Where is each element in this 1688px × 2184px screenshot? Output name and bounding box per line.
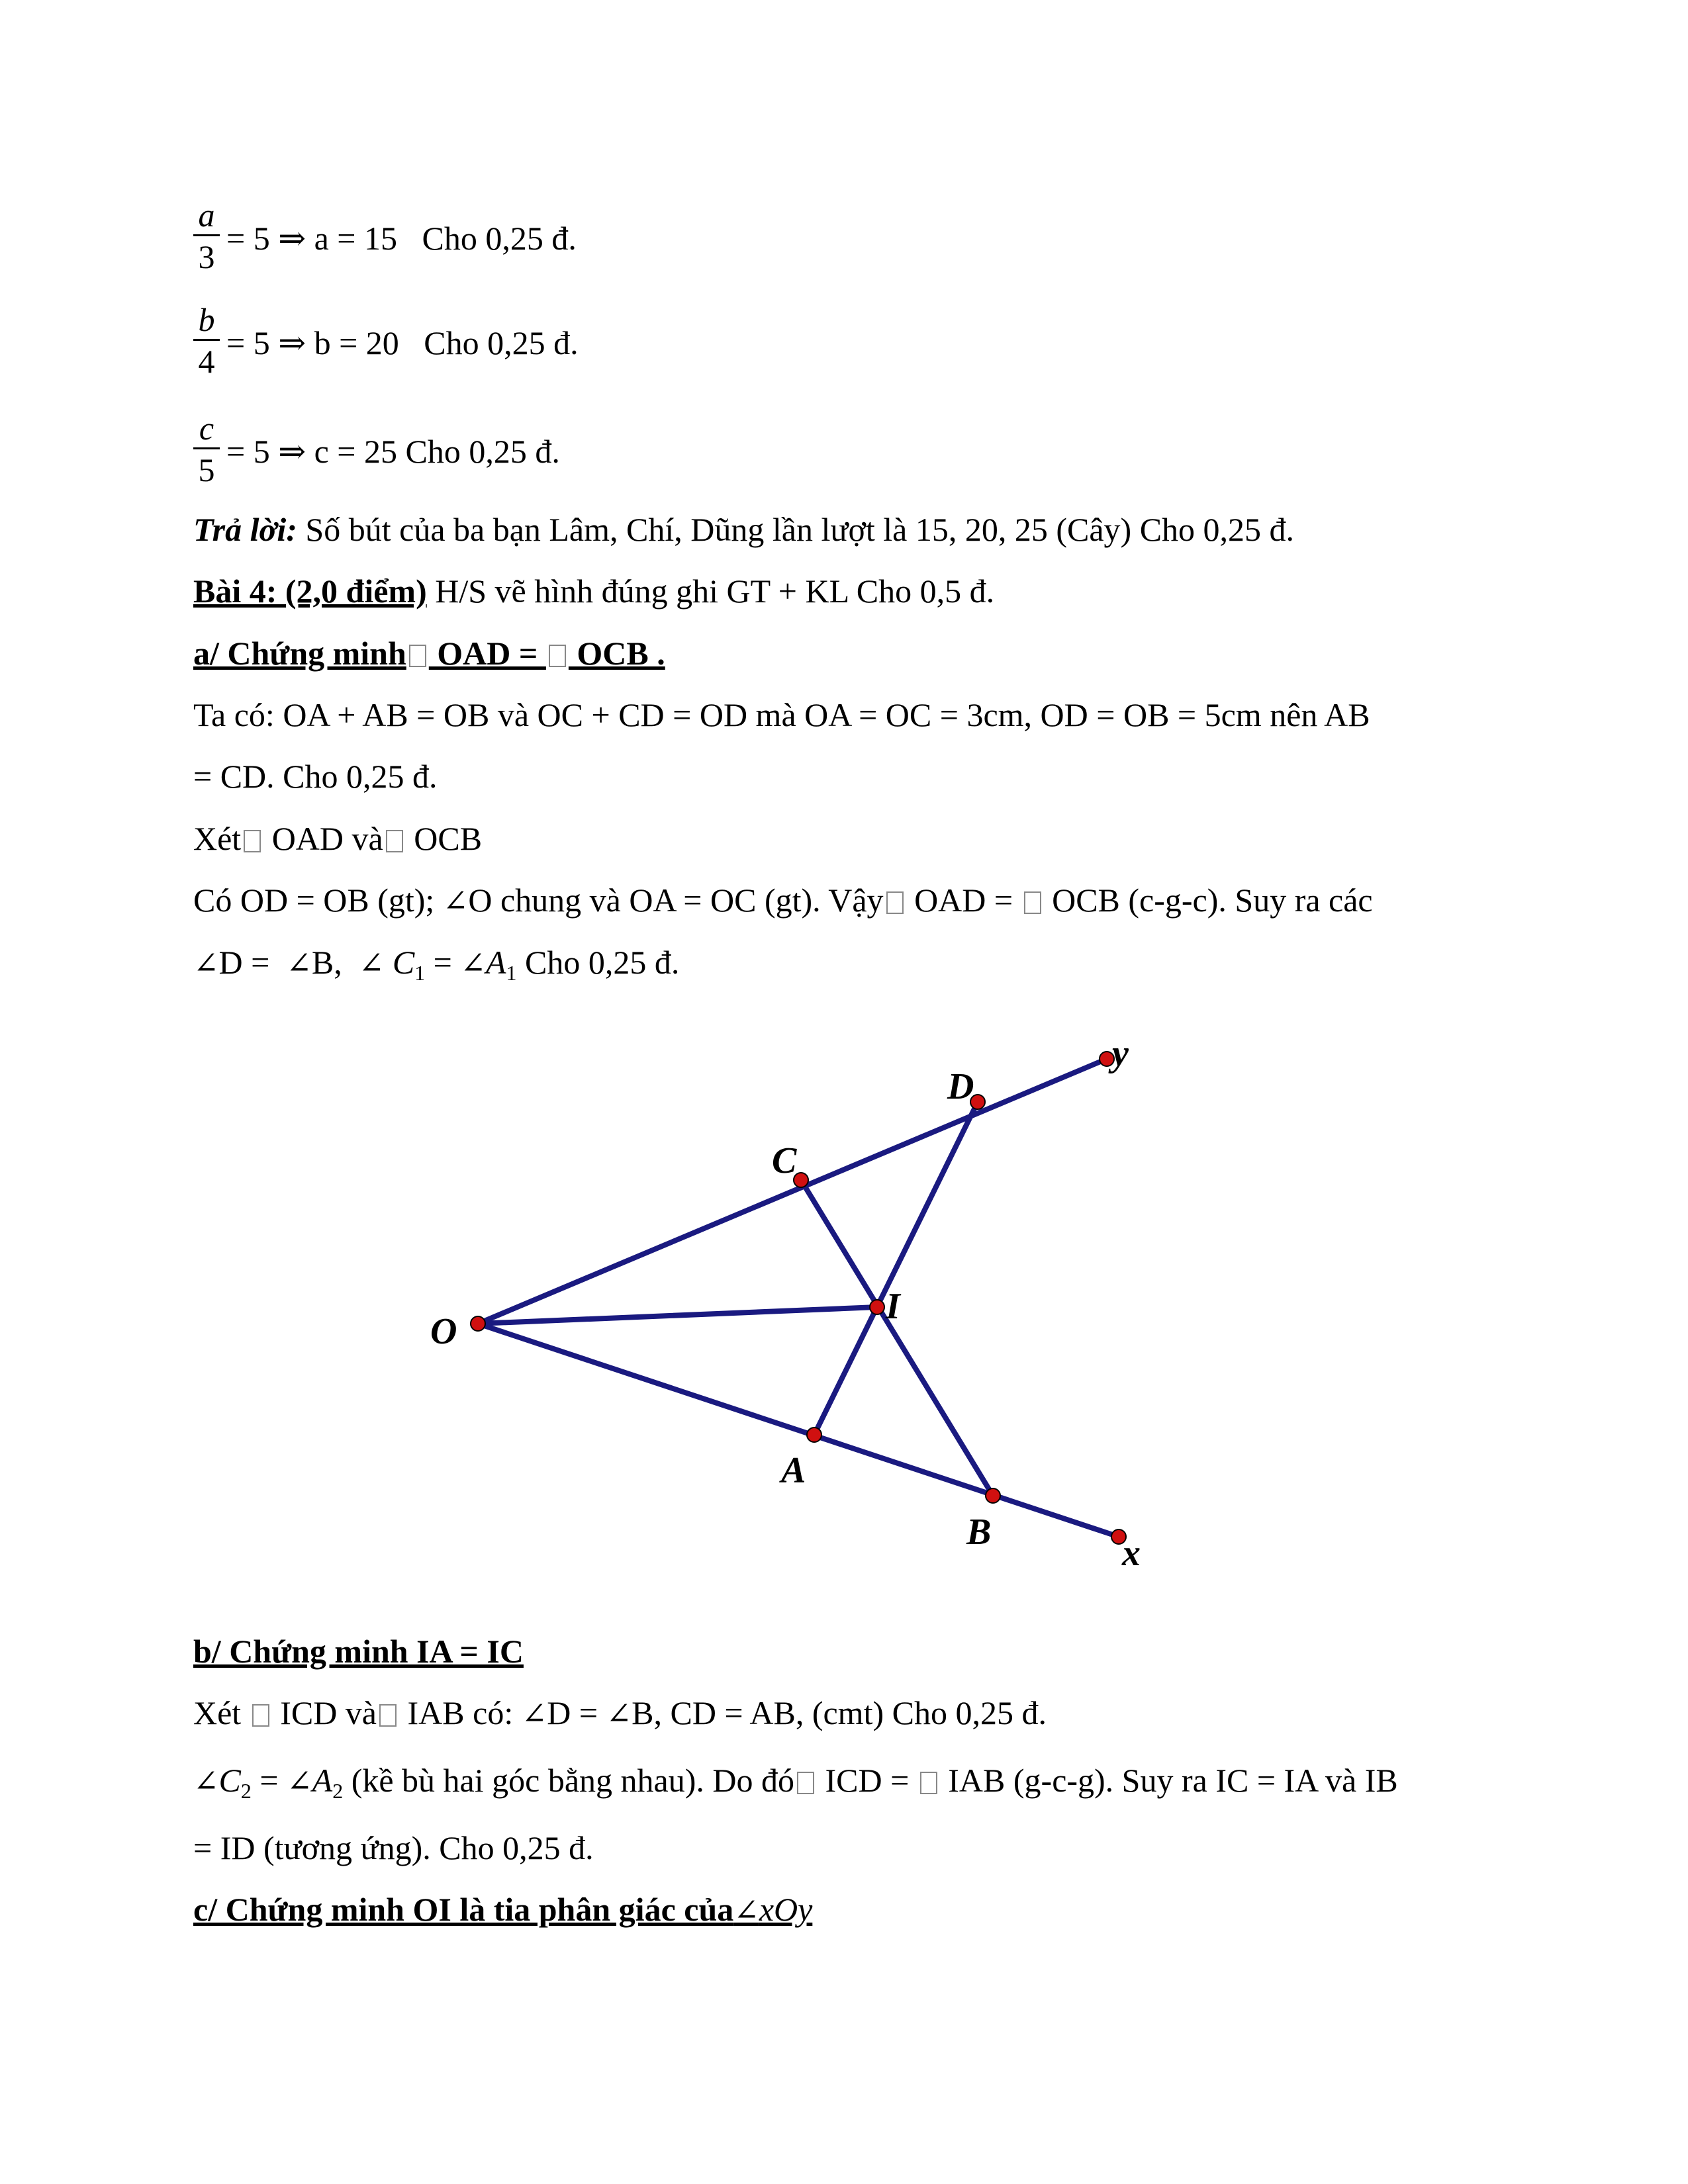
fraction-b bbox=[193, 303, 220, 378]
label-O: O bbox=[430, 1311, 457, 1352]
part-b-line-1 bbox=[193, 1693, 1047, 1734]
part-b-title: b/ Chứng minh IA = IC bbox=[193, 1633, 524, 1670]
triangle-symbol-icon bbox=[920, 1772, 937, 1794]
text-span: = bbox=[425, 944, 461, 981]
triangle-symbol-icon bbox=[409, 645, 426, 667]
equation-rest: = 5 ⇒ b = 20 bbox=[226, 324, 399, 361]
fraction-denominator: 5 bbox=[198, 451, 215, 488]
segment-OI bbox=[478, 1307, 877, 1324]
score-text: Cho 0,25 đ. bbox=[516, 944, 680, 981]
fraction-denominator: 4 bbox=[198, 343, 215, 380]
text-span: ICD và bbox=[271, 1694, 377, 1731]
point-B bbox=[986, 1488, 1000, 1503]
part-a-title-text: OAD = bbox=[428, 635, 546, 672]
angle-symbol-icon: ∠ bbox=[521, 1697, 547, 1731]
text-span: Có OD = OB (gt); bbox=[193, 882, 443, 919]
segment-CB bbox=[801, 1180, 993, 1496]
fraction-numerator: a bbox=[193, 199, 220, 236]
label-B: B bbox=[966, 1512, 992, 1553]
label-A: A bbox=[781, 1450, 806, 1491]
triangle-symbol-icon bbox=[244, 830, 261, 852]
text-span: B, CD = AB, (cmt) Cho 0,25 đ. bbox=[632, 1694, 1047, 1731]
label-I: I bbox=[886, 1286, 900, 1327]
bai4-heading-line bbox=[193, 571, 994, 611]
segment-AD bbox=[814, 1102, 978, 1435]
label-y: y bbox=[1112, 1033, 1129, 1074]
angle-symbol-icon: ∠ bbox=[358, 946, 385, 980]
text-span: OAD và bbox=[263, 820, 383, 857]
angle-name: C bbox=[392, 944, 415, 981]
score-text: Cho 0,25 đ. bbox=[424, 324, 579, 361]
answer-text: Số bút của ba bạn Lâm, Chí, Dũng lần lượt là 15, 20, 25 (Cây) Cho 0,25 đ. bbox=[297, 511, 1295, 548]
point-I bbox=[870, 1300, 884, 1314]
triangle-symbol-icon bbox=[1024, 891, 1041, 914]
point-O bbox=[471, 1316, 485, 1331]
fraction-a bbox=[193, 199, 220, 273]
label-C: C bbox=[772, 1140, 797, 1181]
part-a-line-5 bbox=[193, 942, 679, 993]
fraction-c bbox=[193, 412, 220, 486]
text-span: OCB (c-g-c). Suy ra các bbox=[1043, 882, 1373, 919]
subscript: 1 bbox=[506, 961, 517, 985]
triangle-symbol-icon bbox=[549, 645, 566, 667]
answer-line bbox=[193, 510, 1294, 549]
equation-a bbox=[226, 218, 577, 258]
fraction-numerator: b bbox=[193, 303, 220, 341]
part-a-line-1: Ta có: OA + AB = OB và OC + CD = OD mà OA = OC = 3cm, OD = OB = 5cm nên AB bbox=[193, 696, 1370, 733]
angle-symbol-icon: ∠ bbox=[193, 946, 219, 980]
text-span: (kề bù hai góc bằng nhau). Do đó bbox=[343, 1762, 794, 1799]
equation-c bbox=[226, 432, 560, 471]
angle-name: C bbox=[218, 1762, 241, 1799]
equation-rest: = 5 ⇒ a = 15 bbox=[226, 220, 397, 257]
part-a-title-text: OCB . bbox=[568, 635, 665, 672]
part-a-line-4 bbox=[193, 880, 1373, 921]
text-span: D = bbox=[547, 1694, 606, 1731]
score-text: Cho 0,25 đ. bbox=[405, 433, 560, 470]
text-span: Xét bbox=[193, 820, 242, 857]
angle-symbol-icon: ∠ bbox=[733, 1893, 759, 1927]
text-span: O chung và OA = OC (gt). Vậy bbox=[468, 882, 884, 919]
part-a-title bbox=[193, 633, 665, 673]
angle-symbol-icon: ∠ bbox=[287, 1764, 312, 1798]
segment-Ox bbox=[478, 1324, 1119, 1537]
triangle-symbol-icon bbox=[797, 1772, 814, 1794]
part-a-title-text: a/ Chứng minh bbox=[193, 635, 406, 672]
geometry-figure bbox=[397, 1013, 1192, 1582]
fraction-numerator: c bbox=[193, 412, 220, 449]
part-a-line-3 bbox=[193, 819, 482, 858]
figure-labels bbox=[430, 1033, 1141, 1574]
subscript: 1 bbox=[414, 961, 426, 985]
part-b-line-2 bbox=[193, 1760, 1398, 1811]
answer-label: Trả lời: bbox=[193, 511, 297, 548]
triangle-symbol-icon bbox=[379, 1704, 397, 1727]
part-a-line-2: = CD. Cho 0,25 đ. bbox=[193, 758, 438, 795]
angle-symbol-icon: ∠ bbox=[606, 1697, 632, 1731]
text-span: OCB bbox=[405, 820, 483, 857]
angle-name: xOy bbox=[759, 1891, 813, 1928]
score-text: Cho 0,25 đ. bbox=[422, 220, 577, 257]
angle-name: A bbox=[312, 1762, 333, 1799]
text-span: IAB (g-c-g). Suy ra IC = IA và IB bbox=[939, 1762, 1398, 1799]
label-D: D bbox=[947, 1066, 974, 1107]
part-c-title-text: c/ Chứng minh OI là tia phân giác của bbox=[193, 1891, 734, 1928]
text-span: Xét bbox=[193, 1694, 250, 1731]
angle-symbol-icon: ∠ bbox=[442, 884, 469, 918]
bai4-heading: Bài 4: (2,0 điểm) bbox=[193, 572, 427, 610]
angle-name: A bbox=[485, 944, 506, 981]
angle-symbol-icon: ∠ bbox=[460, 946, 486, 980]
triangle-symbol-icon bbox=[252, 1704, 269, 1727]
text-span: = bbox=[251, 1762, 287, 1799]
segment-Oy bbox=[478, 1059, 1107, 1324]
subscript: 2 bbox=[332, 1779, 344, 1803]
text-span: ICD = bbox=[816, 1762, 917, 1799]
equation-b bbox=[226, 323, 579, 363]
subscript: 2 bbox=[240, 1779, 252, 1803]
triangle-symbol-icon bbox=[886, 891, 904, 914]
text-span: D = bbox=[218, 944, 278, 981]
text-span: B, bbox=[311, 944, 351, 981]
part-c-title bbox=[193, 1889, 812, 1931]
part-b-line-3: = ID (tương ứng). Cho 0,25 đ. bbox=[193, 1829, 594, 1866]
angle-symbol-icon: ∠ bbox=[193, 1764, 219, 1798]
bai4-heading-rest: H/S vẽ hình đúng ghi GT + KL Cho 0,5 đ. bbox=[426, 572, 995, 610]
point-A bbox=[807, 1428, 821, 1442]
angle-symbol-icon: ∠ bbox=[286, 946, 312, 980]
text-span: OAD = bbox=[906, 882, 1021, 919]
triangle-symbol-icon bbox=[386, 830, 403, 852]
fraction-denominator: 3 bbox=[198, 238, 215, 275]
text-span: IAB có: bbox=[399, 1694, 522, 1731]
equation-rest: = 5 ⇒ c = 25 bbox=[226, 433, 397, 470]
label-x: x bbox=[1122, 1533, 1141, 1574]
